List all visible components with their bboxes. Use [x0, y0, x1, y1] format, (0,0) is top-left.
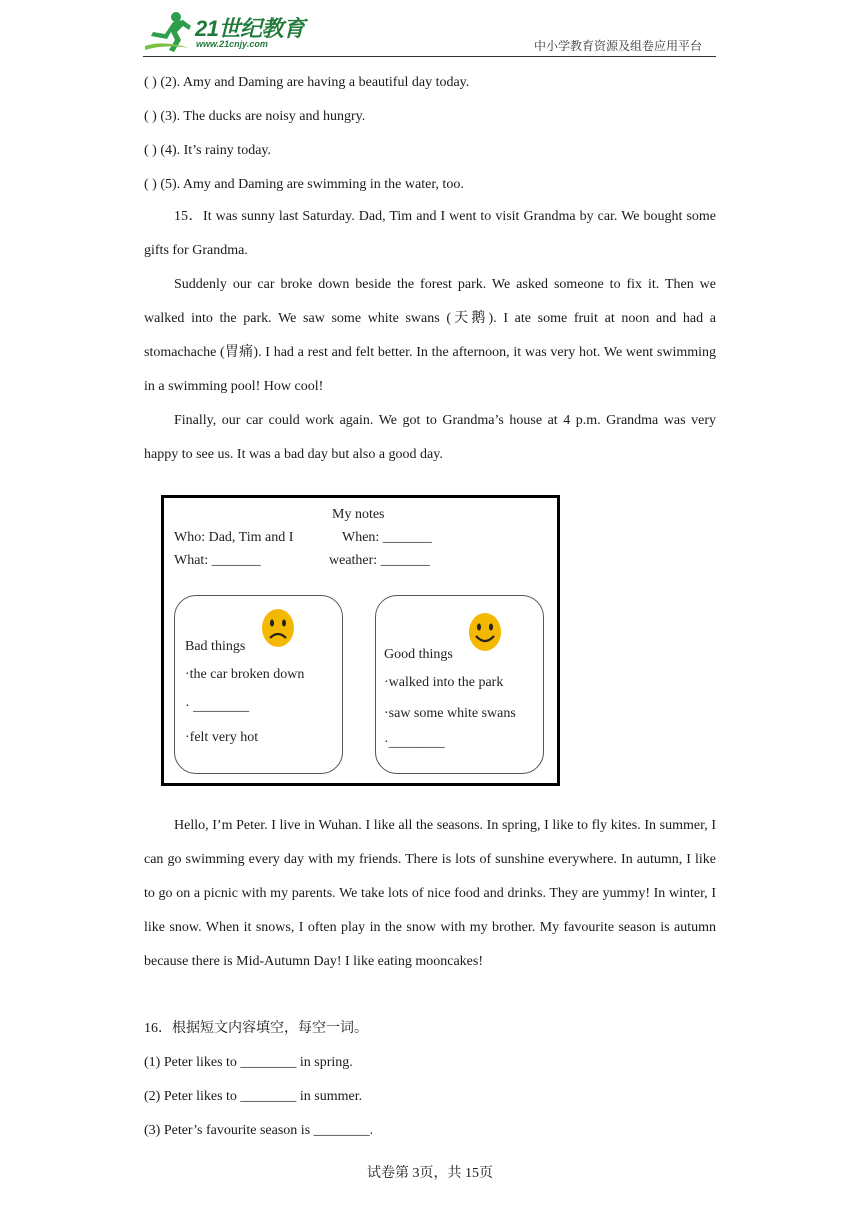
runner-logo-icon — [143, 10, 195, 54]
bad-things-item: · ________ — [185, 699, 250, 714]
good-things-item: ·walked into the park — [384, 675, 504, 690]
good-things-item: ·________ — [384, 735, 445, 750]
q16-item: (2) Peter likes to ________ in summer. — [144, 1089, 363, 1104]
notes-who: Who: Dad, Tim and I — [174, 530, 294, 545]
smiley-face-icon — [468, 612, 502, 652]
bad-things-item: ·felt very hot — [185, 730, 259, 745]
good-things-item: ·saw some white swans — [384, 706, 516, 721]
q16-title: 16．根据短文内容填空，每空一词。 — [144, 1021, 368, 1036]
q15-paragraph-2: Suddenly our car broke down beside the forest park. We asked someone to fix it. Then we walked into the park. We saw some white swans (天鹅). I ate some fruit at noon and had a stomachache (胃痛). I had a rest and felt better. In the afternoon, it was very hot. We went swimming in a swimming pool! How cool! — [144, 277, 716, 394]
sad-face-icon — [261, 608, 295, 648]
page-footer: 试卷第 3页，共 15页 — [367, 1166, 493, 1181]
platform-name: 中小学教育资源及组卷应用平台 — [533, 39, 702, 53]
bad-things-box — [174, 595, 343, 774]
q16-item: (3) Peter’s favourite season is ________. — [144, 1123, 374, 1138]
q15-paragraph-3: Finally, our car could work again. We got to Grandma’s house at 4 p.m. Grandma was very happy to see us. It was a bad day but also a good day. — [144, 413, 716, 462]
question-item: ( ) (5). Amy and Daming are swimming in the water, too. — [144, 177, 464, 192]
question-item: ( ) (4). It’s rainy today. — [144, 143, 271, 158]
good-things-box — [375, 595, 544, 774]
q15-paragraph-1: 15．It was sunny last Saturday. Dad, Tim and I went to visit Grandma by car. We bought some gifts for Grandma. — [144, 209, 716, 258]
bad-things-item: ·the car broken down — [185, 667, 305, 682]
question-item: ( ) (3). The ducks are noisy and hungry. — [144, 109, 366, 124]
notes-weather: weather: _______ — [329, 553, 430, 568]
my-notes-figure — [161, 495, 560, 786]
logo-url: www.21cnjy.com — [196, 39, 268, 49]
notes-title: My notes — [332, 507, 385, 522]
site-logo — [143, 8, 318, 54]
question-item: ( ) (2). Amy and Daming are having a beautiful day today. — [144, 75, 470, 90]
notes-when: When: _______ — [342, 530, 432, 545]
notes-what: What: _______ — [174, 553, 261, 568]
good-things-title: Good things — [384, 647, 453, 662]
logo-text: 21世纪教育 — [195, 16, 305, 41]
peter-passage: Hello, I’m Peter. I live in Wuhan. I like all the seasons. In spring, I like to fly kites. In summer, I can go swimming every day with my friends. There is lots of sunshine everywhere. In autumn, I like to go on a picnic with my parents. We take lots of nice food and drinks. They are yummy! In winter, I like snow. When it snows, I often play in the snow with my brother. My favourite season is autumn because there is Mid-Autumn Day! I like eating mooncakes! — [144, 818, 716, 969]
bad-things-title: Bad things — [185, 639, 246, 654]
q16-item: (1) Peter likes to ________ in spring. — [144, 1055, 353, 1070]
page-header — [143, 8, 716, 57]
